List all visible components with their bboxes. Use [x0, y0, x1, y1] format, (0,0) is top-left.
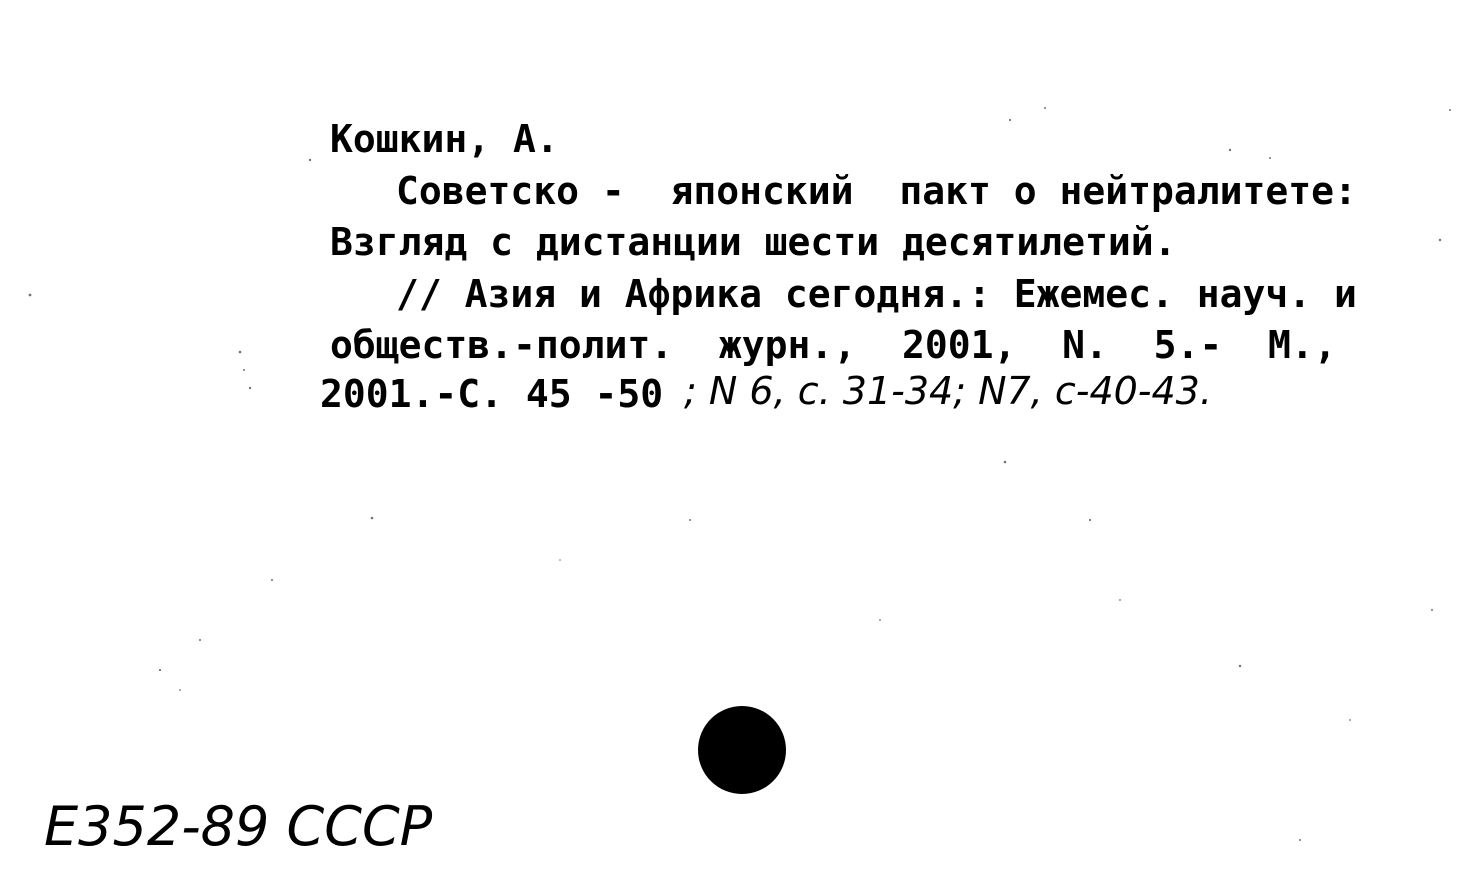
punch-hole [698, 706, 786, 794]
shelf-mark: Е352-89 СССР [44, 795, 433, 858]
source-line-3: 2001.-С. 45 -50 [320, 372, 664, 416]
source-line-1: // Азия и Африка сегодня.: Ежемес. науч. и [396, 272, 1357, 316]
source-line-2: обществ.-полит. журн., 2001, N. 5.- М., [330, 323, 1337, 367]
title-line-1: Советско - японский пакт о нейтралитете: [396, 169, 1357, 213]
handwritten-addendum: ; N 6, с. 31-34; N7, с-40-43. [684, 369, 1212, 413]
title-line-2: Взгляд с дистанции шести десятилетий. [330, 220, 1177, 264]
author-heading: Кошкин, А. [330, 117, 559, 161]
